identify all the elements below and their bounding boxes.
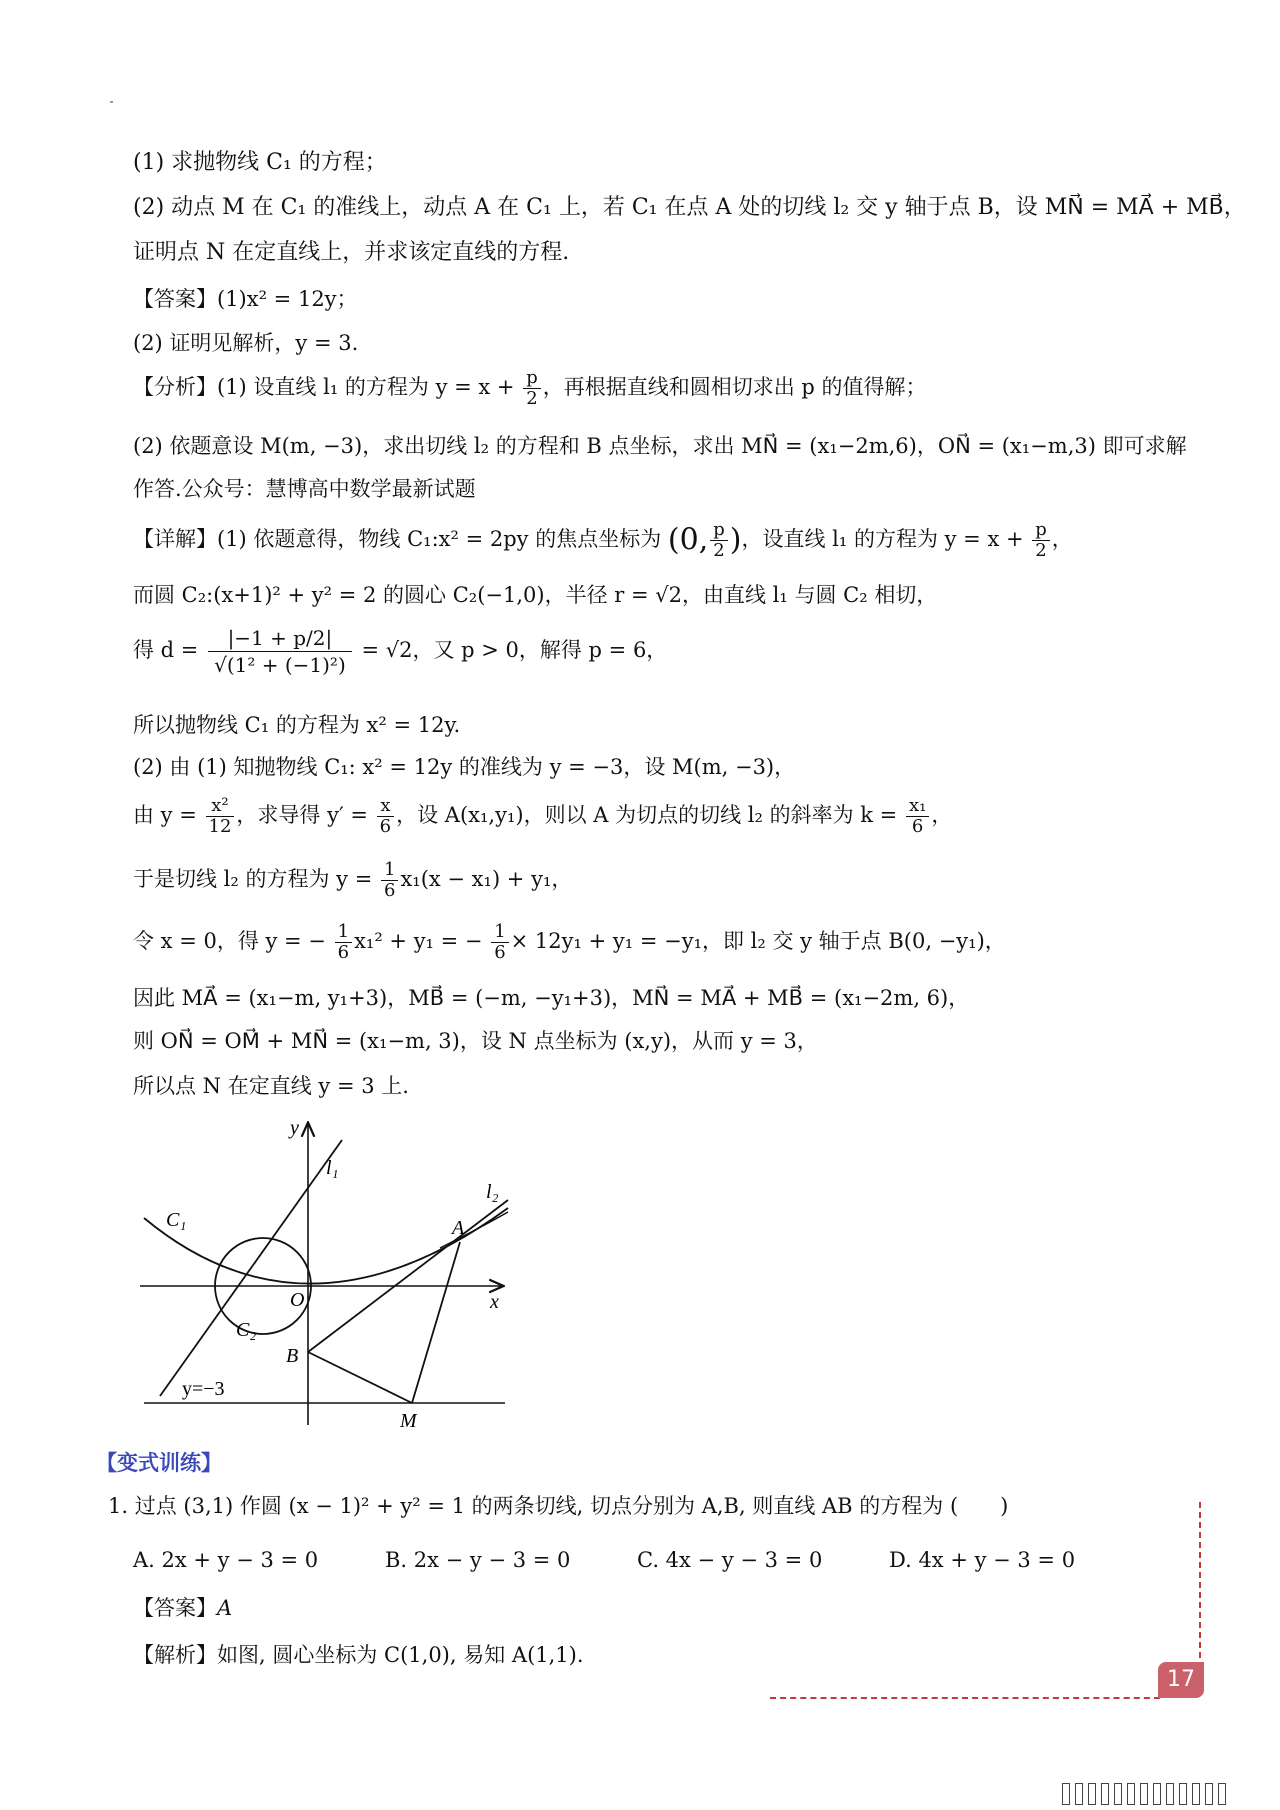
frac-num: p [1032, 520, 1050, 541]
binding-mark [1205, 1783, 1213, 1805]
variant-solution-text: 如图, 圆心坐标为 C(1,0), 易知 A(1,1). [217, 1643, 584, 1667]
detail-text: ，设直线 l₁ 的方程为 y = x + [741, 527, 1024, 551]
detail-text: 由 y = [133, 803, 197, 827]
variant-answer-value: A [217, 1596, 233, 1620]
detail-text: (1) 依题意得，物线 C₁:x² = 2py 的焦点坐标为 [217, 527, 662, 551]
frac-num: 1 [381, 860, 398, 881]
detail-text: ， [931, 803, 953, 827]
variant-options [133, 1545, 1141, 1575]
frac-num: |−1 + p/2| [208, 625, 352, 652]
frac-den: 2 [713, 540, 725, 561]
paren-open: (0, [667, 522, 709, 558]
binding-mark [1114, 1783, 1122, 1805]
frac-num: x² [206, 796, 235, 817]
binding-mark [1153, 1783, 1161, 1805]
problem-part-1: (1) 求抛物线 C₁ 的方程； [133, 150, 387, 175]
binding-mark [1192, 1783, 1200, 1805]
binding-mark [1166, 1783, 1174, 1805]
fraction-p-over-2 [1032, 520, 1050, 561]
detail-text: ，设 A(x₁,y₁)，则以 A 为切点的切线 l₂ 的斜率为 k = [396, 803, 898, 827]
frac-den: 6 [337, 942, 350, 963]
answer-tag: 【答案】 [133, 287, 217, 311]
detail-line-10: 则 ON⃗ = OM⃗ + MN⃗ = (x₁−m, 3)，设 N 点坐标为 (x,y)，从而 y = 3， [133, 1029, 818, 1053]
frac-den: 6 [383, 880, 396, 901]
analysis-line-3: 作答.公众号：慧博高中数学最新试题 [133, 477, 476, 501]
detail-text: × 12y₁ + y₁ = −y₁，即 l₂ 交 y 轴于点 B(0, −y₁)， [510, 929, 1006, 953]
label-a: A [452, 1217, 465, 1239]
label-x: x [490, 1291, 499, 1313]
answer-2: (2) 证明见解析，y = 3. [133, 331, 359, 355]
detail-text: 得 d = [133, 638, 199, 662]
answer-1: (1)x² = 12y； [217, 287, 358, 311]
fraction [206, 796, 235, 837]
segment-bm [308, 1352, 412, 1403]
scan-dot [110, 101, 113, 103]
binding-mark [1140, 1783, 1148, 1805]
option-d: D. 4x + y − 3 = 0 [889, 1548, 1076, 1572]
detail-line-1 [133, 519, 1073, 561]
parabola-circle-figure [130, 1110, 530, 1430]
binding-mark [1127, 1783, 1135, 1805]
binding-mark [1075, 1783, 1083, 1805]
frac-num: x [377, 796, 394, 817]
fraction-p-over-2 [710, 520, 728, 561]
problem-part-2-line-2: 证明点 N 在定直线上，并求该定直线的方程. [133, 240, 570, 265]
frac-num: x₁ [906, 796, 929, 817]
frac-num: 1 [335, 922, 352, 943]
detail-line-7 [133, 859, 572, 901]
section-heading-variant: 【变式训练】 [96, 1451, 222, 1475]
detail-line-3 [133, 625, 667, 678]
parabola-c1-upper [440, 1212, 508, 1248]
variant-solution-tag: 【解析】 [133, 1643, 217, 1667]
fraction [906, 796, 929, 837]
frac-den: 2 [1035, 540, 1047, 561]
analysis-tag: 【分析】 [133, 375, 217, 399]
detail-line-8 [133, 921, 1006, 963]
label-o: O [290, 1289, 305, 1311]
frac-den: 6 [911, 816, 924, 837]
distance-fraction [208, 625, 352, 678]
label-l2: l₂ [486, 1181, 499, 1203]
detail-line-4: 所以抛物线 C₁ 的方程为 x² = 12y. [133, 713, 461, 737]
frac-den: 6 [494, 942, 506, 963]
option-c: C. 4x − y − 3 = 0 [637, 1548, 823, 1572]
fraction [381, 860, 398, 901]
fraction [377, 796, 394, 837]
answer-line-1 [133, 284, 358, 314]
detail-text: x₁(x − x₁) + y₁， [400, 867, 573, 891]
detail-tag: 【详解】 [133, 527, 217, 551]
label-l1: l₁ [326, 1157, 339, 1179]
option-a: A. 2x + y − 3 = 0 [133, 1548, 319, 1572]
detail-text: 于是切线 l₂ 的方程为 y = [133, 867, 373, 891]
frac-num: 1 [491, 922, 508, 943]
frac-den: 12 [208, 816, 232, 837]
frac-num: p [523, 368, 541, 389]
fraction-p-over-2 [523, 368, 541, 409]
frac-den: √(1² + (−1)²) [214, 653, 346, 677]
binding-mark [1179, 1783, 1187, 1805]
detail-line-2: 而圆 C₂:(x+1)² + y² = 2 的圆心 C₂(−1,0)，半径 r = √2，由直线 l₁ 与圆 C₂ 相切， [133, 583, 938, 607]
variant-solution [133, 1640, 584, 1670]
detail-line-6 [133, 795, 952, 837]
analysis-text-end: ，再根据直线和圆相切求出 p 的值得解； [542, 375, 927, 399]
line-l2 [308, 1200, 508, 1352]
label-directrix: y=−3 [182, 1378, 225, 1400]
line-l1 [160, 1140, 342, 1396]
binding-mark [1062, 1783, 1070, 1805]
detail-text: ， [1051, 527, 1073, 551]
binding-mark [1101, 1783, 1109, 1805]
fraction [491, 922, 508, 963]
analysis-text: (1) 设直线 l₁ 的方程为 y = x + [217, 375, 515, 399]
page-number: 17 [1158, 1662, 1204, 1698]
detail-text: x₁² + y₁ = − [354, 929, 483, 953]
variant-answer-tag: 【答案】 [133, 1596, 217, 1620]
frac-num: p [710, 520, 728, 541]
paren-close: ) [729, 522, 742, 558]
detail-text: 令 x = 0，得 y = − [133, 929, 326, 953]
binding-mark [1218, 1783, 1226, 1805]
analysis-line-2: (2) 依题意设 M(m, −3)，求出切线 l₂ 的方程和 B 点坐标，求出 MN⃗ = (x₁−2m,6)，ON⃗ = (x₁−m,3) 即可求解 [133, 434, 1187, 458]
fraction [335, 922, 352, 963]
label-c1: C₁ [166, 1209, 187, 1231]
detail-text: = √2，又 p > 0，解得 p = 6， [361, 638, 668, 662]
label-c2: C₂ [236, 1319, 257, 1341]
binding-marks [1062, 1783, 1231, 1809]
detail-text: ，求导得 y′ = [236, 803, 368, 827]
variant-question: 1. 过点 (3,1) 作圆 (x − 1)² + y² = 1 的两条切线, 切点分别为 A,B, 则直线 AB 的方程为 ( ) [108, 1494, 1009, 1518]
option-b: B. 2x − y − 3 = 0 [385, 1548, 571, 1572]
frac-den: 2 [526, 388, 538, 409]
analysis-line-1 [133, 367, 927, 409]
label-b: B [286, 1345, 299, 1367]
detail-line-5: (2) 由 (1) 知抛物线 C₁: x² = 12y 的准线为 y = −3，设 M(m, −3)， [133, 755, 796, 779]
detail-line-11: 所以点 N 在定直线 y = 3 上. [133, 1074, 409, 1098]
frac-den: 6 [379, 816, 392, 837]
variant-answer [133, 1593, 232, 1623]
detail-line-9: 因此 MA⃗ = (x₁−m, y₁+3)，MB⃗ = (−m, −y₁+3)，MN⃗ = MA⃗ + MB⃗ = (x₁−2m, 6)， [133, 986, 970, 1010]
segment-ma [412, 1242, 460, 1403]
page-border-dashed-horizontal [770, 1697, 1160, 1699]
label-y: y [290, 1117, 299, 1139]
page-border-dashed-vertical [1199, 1502, 1201, 1668]
label-m: M [400, 1410, 417, 1430]
problem-part-2-line-1: (2) 动点 M 在 C₁ 的准线上，动点 A 在 C₁ 上，若 C₁ 在点 A 处的切线 l₂ 交 y 轴于点 B，设 MN⃗ = MA⃗ + MB⃗， [133, 195, 1246, 220]
binding-mark [1088, 1783, 1096, 1805]
